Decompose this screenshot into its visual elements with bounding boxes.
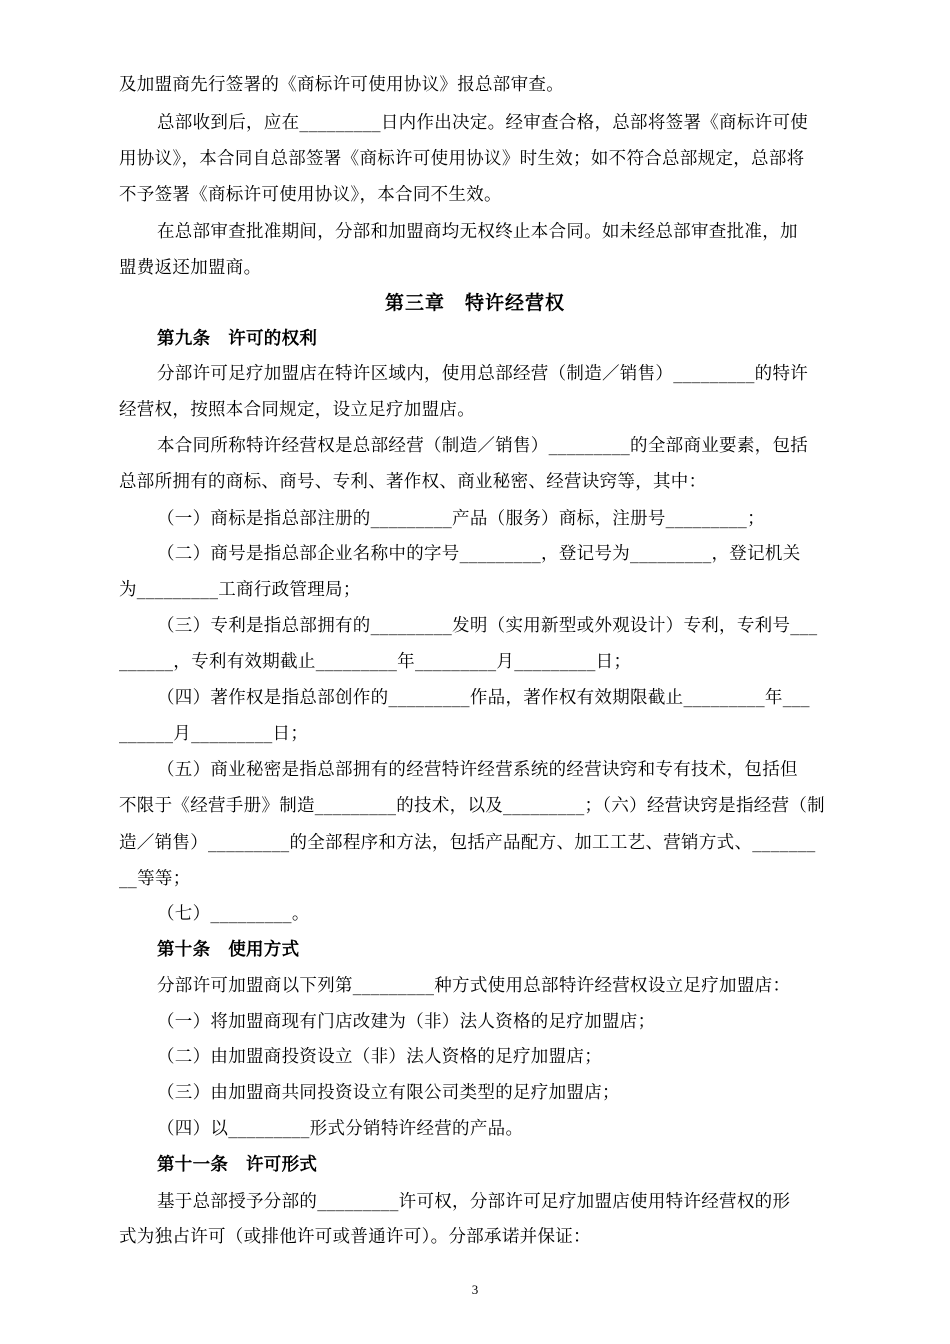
text-line: 在总部审查批准期间，分部和加盟商均无权终止本合同。如未经总部审查批准，加 bbox=[157, 222, 798, 242]
text-line: ______月_________日； bbox=[119, 724, 309, 744]
text-line: 不限于《经营手册》制造_________的技术，以及_________；（六）经营诀窍是指经营（制 bbox=[119, 796, 825, 816]
text-line: （二）商号是指总部企业名称中的字号_________，登记号为_________，登记机关 bbox=[157, 544, 801, 564]
text-line: （四）著作权是指总部创作的_________作品，著作权有效期限截止_________年___ bbox=[157, 688, 810, 708]
text-line: （一）将加盟商现有门店改建为（非）法人资格的足疗加盟店； bbox=[157, 1012, 656, 1032]
text-line: 分部许可足疗加盟店在特许区域内，使用总部经营（制造／销售）_________的特许 bbox=[157, 364, 809, 384]
text-line: 总部所拥有的商标、商号、专利、著作权、商业秘密、经营诀窍等，其中： bbox=[119, 472, 707, 492]
text-line: 为_________工商行政管理局； bbox=[119, 580, 361, 600]
text-line: 分部许可加盟商以下列第_________种方式使用总部特许经营权设立足疗加盟店： bbox=[157, 976, 791, 996]
text-line: 用协议》，本合同自总部签署《商标许可使用协议》时生效；如不符合总部规定，总部将 bbox=[119, 149, 805, 169]
text-line: （七）_________。 bbox=[157, 904, 310, 924]
text-line: __等等； bbox=[119, 869, 191, 889]
text-line: 式为独占许可（或排他许可或普通许可）。分部承诺并保证： bbox=[119, 1227, 591, 1247]
text-line: （五）商业秘密是指总部拥有的经营特许经营系统的经营诀窍和专有技术，包括但 bbox=[157, 760, 798, 780]
text-line: （三）由加盟商共同投资设立有限公司类型的足疗加盟店； bbox=[157, 1083, 620, 1103]
article-heading: 第十条 使用方式 bbox=[157, 940, 300, 960]
text-line: 总部收到后，应在_________日内作出决定。经审查合格，总部将签署《商标许可使 bbox=[157, 113, 809, 133]
page-number: 3 bbox=[471, 1282, 479, 1297]
text-line: （二）由加盟商投资设立（非）法人资格的足疗加盟店； bbox=[157, 1047, 602, 1067]
text-line: （三）专利是指总部拥有的_________发明（实用新型或外观设计）专利，专利号___ bbox=[157, 616, 818, 636]
text-line: 不予签署《商标许可使用协议》，本合同不生效。 bbox=[119, 185, 502, 205]
text-line: 基于总部授予分部的_________许可权，分部许可足疗加盟店使用特许经营权的形 bbox=[157, 1192, 791, 1212]
text-line: ______，专利有效期截止_________年_________月_________日； bbox=[119, 652, 632, 672]
text-line: 盟费返还加盟商。 bbox=[119, 258, 262, 278]
article-heading: 第九条 许可的权利 bbox=[157, 329, 318, 349]
text-line: 造／销售）_________的全部程序和方法，包括产品配方、加工工艺、营销方式、_______ bbox=[119, 833, 816, 853]
text-line: 及加盟商先行签署的《商标许可使用协议》报总部审查。 bbox=[119, 75, 564, 95]
text-line: （一）商标是指总部注册的_________产品（服务）商标，注册号_________； bbox=[157, 509, 765, 529]
article-heading: 第十一条 许可形式 bbox=[157, 1155, 318, 1175]
text-line: 本合同所称特许经营权是总部经营（制造／销售）_________的全部商业要素，包括 bbox=[157, 436, 809, 456]
chapter-heading: 第三章 特许经营权 bbox=[384, 292, 565, 314]
text-line: 经营权，按照本合同规定，设立足疗加盟店。 bbox=[119, 400, 475, 420]
text-line: （四）以_________形式分销特许经营的产品。 bbox=[157, 1119, 524, 1139]
